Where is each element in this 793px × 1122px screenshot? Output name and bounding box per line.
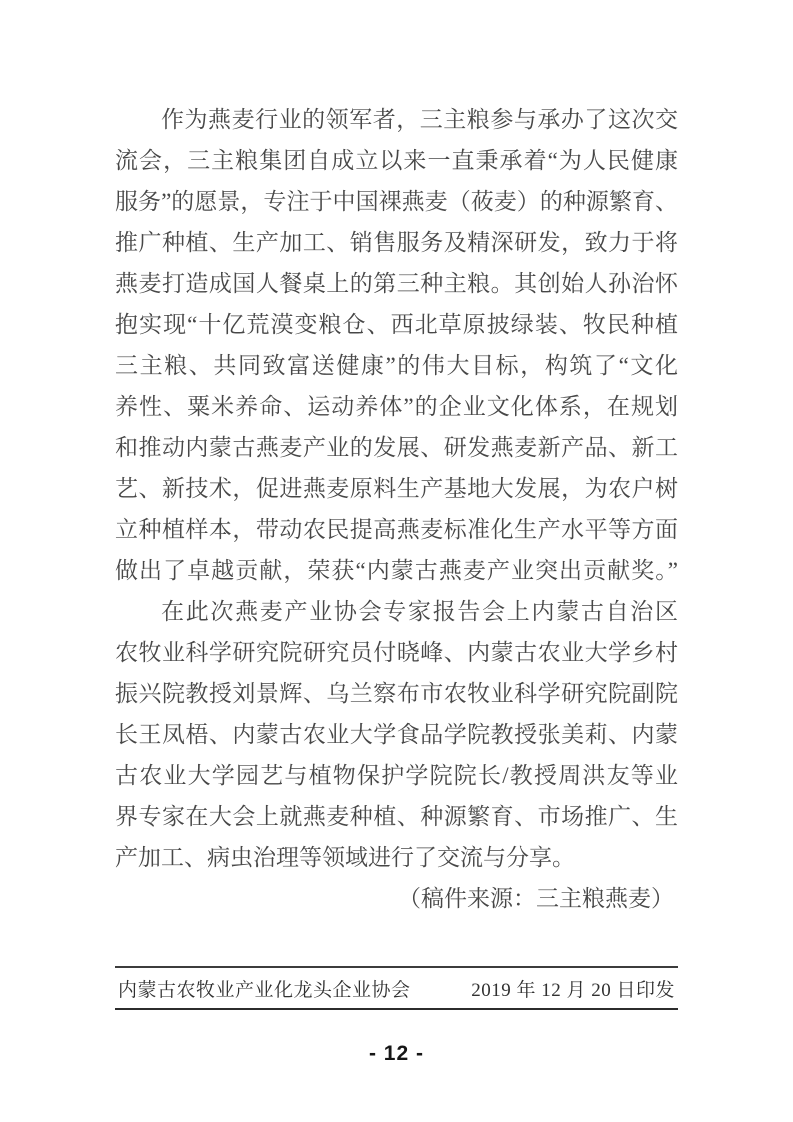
footer-print-date: 2019 年 12 月 20 日印发 — [471, 979, 675, 1001]
body-line: 推广种植、生产加工、销售服务及精深研发，致力于将 — [115, 230, 678, 255]
body-line: 作为燕麦行业的领军者，三主粮参与承办了这次交 — [161, 107, 678, 132]
body-line: 立种植样本，带动农民提高燕麦标准化生产水平等方面 — [115, 517, 678, 542]
body-line: 古农业大学园艺与植物保护学院院长/教授周洪友等业 — [115, 763, 678, 788]
body-line: 农牧业科学研究院研究员付晓峰、内蒙古农业大学乡村 — [115, 640, 678, 665]
page-footer — [115, 966, 678, 1010]
body-line: 界专家在大会上就燕麦种植、种源繁育、市场推广、生 — [115, 804, 678, 829]
body-line: 在此次燕麦产业协会专家报告会上内蒙古自治区 — [161, 599, 678, 624]
body-line: 流会，三主粮集团自成立以来一直秉承着“为人民健康 — [115, 148, 678, 173]
body-line: 养性、粟米养命、运动养体”的企业文化体系，在规划 — [115, 394, 678, 419]
body-line: 产加工、病虫治理等领域进行了交流与分享。 — [115, 845, 575, 870]
body-line: 燕麦打造成国人餐桌上的第三种主粮。其创始人孙治怀 — [115, 271, 678, 296]
document-body — [115, 99, 678, 919]
body-line: 长王凤梧、内蒙古农业大学食品学院教授张美莉、内蒙 — [115, 722, 678, 747]
body-line: 艺、新技术，促进燕麦原料生产基地大发展，为农户树 — [115, 476, 678, 501]
body-line: 和推动内蒙古燕麦产业的发展、研发燕麦新产品、新工 — [115, 435, 678, 460]
footer-issuer: 内蒙古农牧业产业化龙头企业协会 — [118, 979, 411, 1001]
body-line: 抱实现“十亿荒漠变粮仓、西北草原披绿装、牧民种植 — [115, 312, 678, 337]
body-line: 做出了卓越贡献，荣获“内蒙古燕麦产业突出贡献奖。” — [115, 558, 678, 583]
body-line: 服务”的愿景，专注于中国裸燕麦（莜麦）的种源繁育、 — [115, 189, 678, 214]
page-number: - 12 - — [368, 1042, 424, 1065]
source-note: （稿件来源：三主粮燕麦） — [398, 886, 674, 911]
body-line: 振兴院教授刘景辉、乌兰察布市农牧业科学研究院副院 — [115, 681, 678, 706]
body-line: 三主粮、共同致富送健康”的伟大目标，构筑了“文化 — [115, 353, 678, 378]
